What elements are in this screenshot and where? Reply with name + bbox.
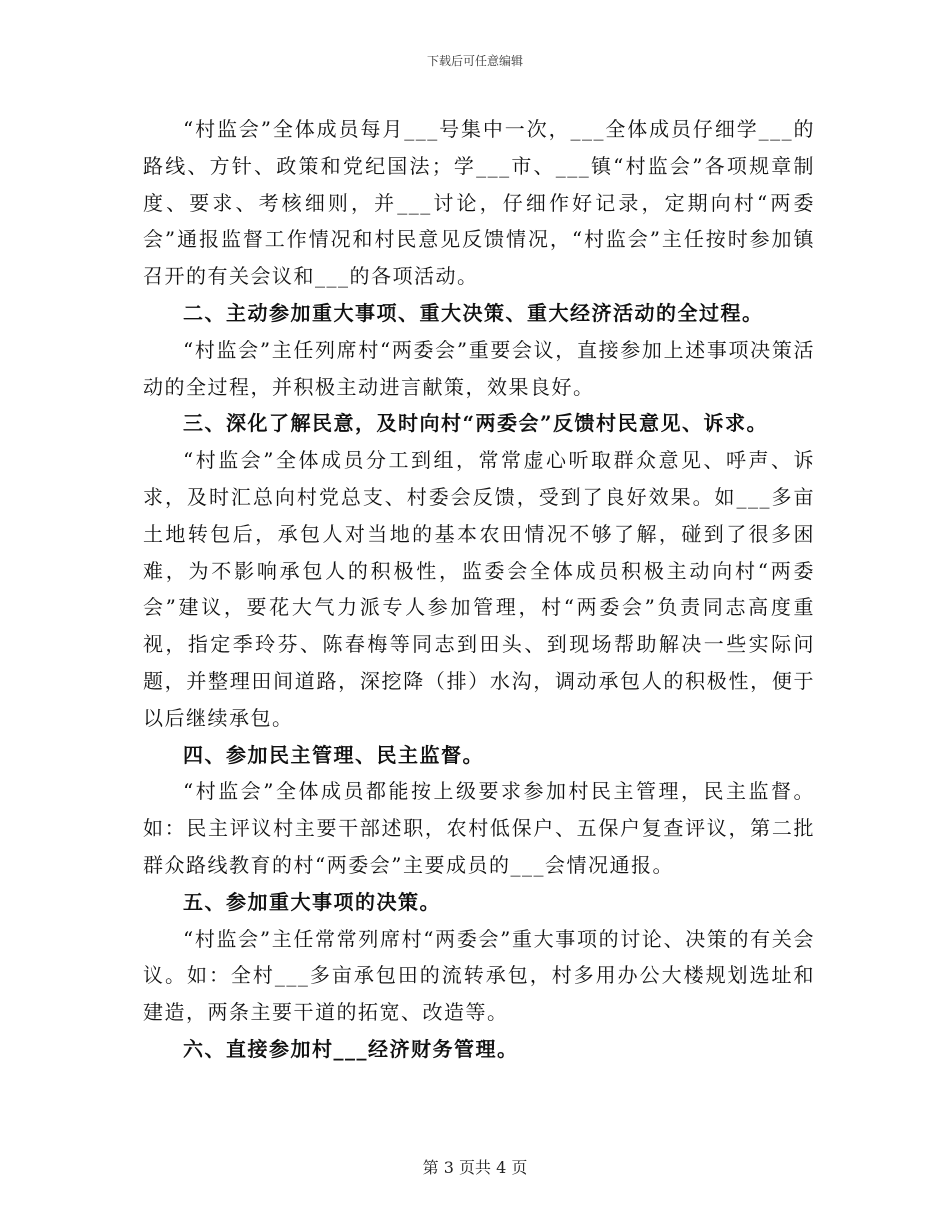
section-heading-6: 六、直接参加村___经济财务管理。 xyxy=(183,1036,519,1061)
document-body xyxy=(143,111,815,1068)
section-heading-4: 四、参加民主管理、民主监督。 xyxy=(183,742,484,767)
page-footer: 第 3 页共 4 页 xyxy=(422,1158,528,1177)
section-heading-3: 三、深化了解民意，及时向村“两委会”反馈村民意见、诉求。 xyxy=(183,411,769,436)
paragraph-democratic-supervision: “村监会”全体成员都能按上级要求参加村民主管理，民主监督。如：民主评议村主要干部述职，农村低保户、五保户复查评议，第二批群众路线教育的村“两委会”主要成员的___会情况通报。 xyxy=(143,779,815,877)
section-heading-5: 五、参加重大事项的决策。 xyxy=(183,889,441,914)
page-header: 下载后可任意编辑 xyxy=(426,54,523,68)
section-heading-2: 二、主动参加重大事项、重大决策、重大经济活动的全过程。 xyxy=(183,300,764,325)
paragraph-major-decisions: “村监会”主任常常列席村“两委会”重大事项的讨论、决策的有关会议。如：全村___多亩承包田的流转承包，村多用办公大楼规划选址和建造，两条主要干道的拓宽、改造等。 xyxy=(143,926,815,1025)
paragraph-public-opinion: “村监会”全体成员分工到组，常常虚心听取群众意见、呼声、诉求，及时汇总向村党总支、村委会反馈，受到了良好效果。如___多亩土地转包后，承包人对当地的基本农田情况不够了解，碰到了很多困难，为不影响承包人的积极性，监委会全体成员积极主动向村“两委会”建议，要花大气力派专人参加管理，村“两委会”负责同志高度重视，指定季玲芬、陈春梅等同志到田头、到现场帮助解决一些实际问题，并整理田间道路，深挖降（排）水沟，调动承包人的积极性，便于以后继续承包。 xyxy=(143,448,815,730)
paragraph-attend-meetings: “村监会”主任列席村“两委会”重要会议，直接参加上述事项决策活动的全过程，并积极主动进言献策，效果良好。 xyxy=(143,337,815,399)
paragraph-study-schedule: “村监会”全体成员每月___号集中一次，___全体成员仔细学___的路线、方针、政策和党纪国法；学___市、___镇“村监会”各项规章制度、要求、考核细则，并___讨论，仔细作好记录，定期向村“两委会”通报监督工作情况和村民意见反馈情况，“村监会”主任按时参加镇召开的有关会议和___的各项活动。 xyxy=(143,117,815,289)
